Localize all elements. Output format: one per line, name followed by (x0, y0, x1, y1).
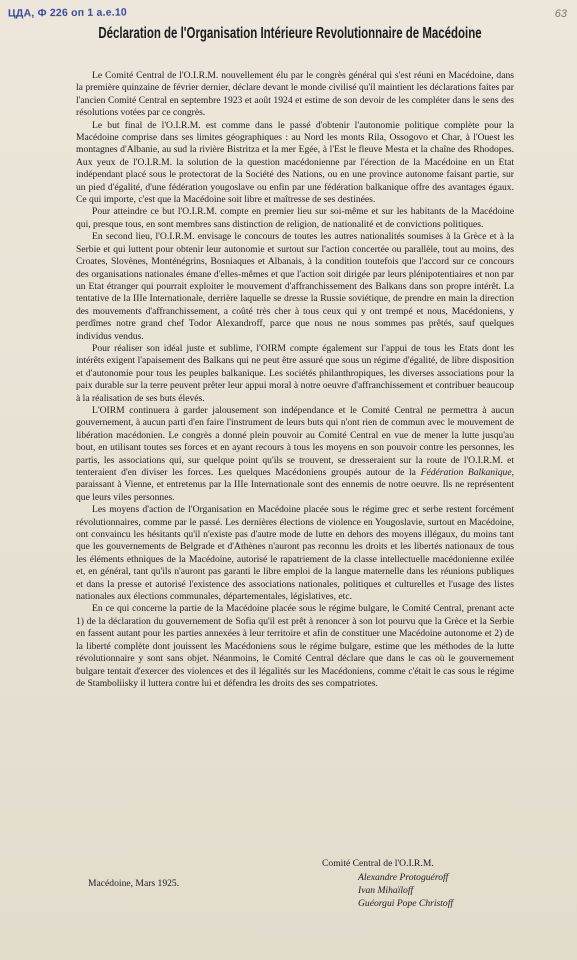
signature-1: Alexandre Protoguéroff (358, 872, 449, 883)
signature-block (76, 858, 514, 928)
document-body (76, 70, 514, 690)
paragraph-6-text: L'OIRM continuera à garder jalousement son indépendance et le Comité Central ne permettra à aucun gouvernement, à aucun parti d'en faire l'instrument de leurs buts qui n'ont rien de commun avec le mouvement de libération macédonien. Le congrès a donné plein pouvoir au Comité Central en vue de mener la lutte jusqu'au bout, en utilisant toutes ses forces et en ayant recours à tous les moyens en son pouvoir contre les personnes, les partis, les associations qui, sur quelque point qu'ils se trouvent, se dresseraient sur la route de l'O.I.R.M. et tenteraient d'en diviser les forces. Les quelques Macédoniens groupés autour de la (76, 404, 514, 478)
document-title: Déclaration de l'Organisation Intérieure Revolutionnaire de Macédoine (98, 25, 482, 42)
paragraph-1: Le Comité Central de l'O.I.R.M. nouvellement élu par le congrès général qui s'est réuni en Macédoine, dans la première quinzaine de février dernier, déclare devant le monde civilisé qu'il maintient les déclarations faites par l'ancien Comité Central en septembre 1923 et août 1924 et estime de son devoir de les compléter dans le sens des résolutions votées par ce congrès. (76, 70, 514, 119)
paragraph-6-tail: , paraissant à Vienne, et entretenus par la IIIe Internationale sont des ennemis de notre oeuvre. Ils ne représentent que leurs viles personnes. (76, 467, 514, 503)
paragraph-6 (76, 405, 514, 504)
signature-2: Ivan Mihaïloff (358, 885, 414, 896)
place-date: Macédoine, Mars 1925. (88, 878, 180, 889)
paragraph-4: En second lieu, l'O.I.R.M. envisage le concours de toutes les autres nationalités soumises à la Grèce et à la Serbie et qui luttent pour obtenir leur autonomie et surtout sur l'action concertée ou parallèle, tout au moins, des Croates, Slovènes, Monténégrins, Bosniaques et Albanais, à la condition toutefois que l'accord sur ce concours des organisations nationales émane d'elles-mêmes et que l'action soit dirigée par leurs plénipotentiaires et non par un Etat étranger qui pourrait exploiter le mouvement d'affranchissement des Balkans dans son propre intérêt. La tentative de la IIIe Internationale, derrière laquelle se dresse la Russie soviétique, de prendre en main la direction des mouvements d'affranchissement, a coûté très cher à tous ceux qui y ont trempé et nous, Macédoniens, y perdîmes notre grand chef Todor Alexandroff, parce que nous ne nous sommes pas prêtés, sauf quelques individus vendus. (76, 231, 514, 342)
committee-name: Comité Central de l'O.I.R.M. (322, 858, 434, 869)
federation-balkanique-term: Fédération Balkanique (420, 467, 512, 478)
signature-3: Guéorgui Pope Christoff (358, 898, 454, 909)
page-number: 63 (554, 8, 567, 20)
paragraph-8: En ce qui concerne la partie de la Macédoine placée sous le régime bulgare, le Comité Central, prenant acte 1) de la déclaration du gouvernement de Sofia qu'il est prêt à renoncer à son lot pourvu que la Grèce et la Serbie en fassent autant pour les parties annexées à leur territoire et afin de constituer une Macédoine autonome et 2) de la liberté complète dont jouissent les Macédoniens sous le régime bulgare, estime que les méthodes de la lutte révolutionnaire y sont sans objet. Néanmoins, le Comité Central déclare que dans le cas où le gouvernement bulgare tentait d'exercer des violences et des il légalités sur les Macédoniens, comme c'était le cas sous le régime de Stamboliisky il luttera contre lui et défendra les droits des ses compatriotes. (76, 603, 514, 689)
paragraph-7: Les moyens d'action de l'Organisation en Macédoine placée sous le régime grec et serbe restent forcément révolutionnaires, comme par le passé. Les dernières élections de violence en Yougoslavie, surtout en Macédoine, ont convaincu les hésitants qu'il n'existe pas d'autre mode de lutte en dehors des moyens illégaux, du moins tant que les gouvernements de Belgrade et d'Athènes n'auront pas reconnu les droits et les libertés nationaux de tous les éléments ethniques de la Macédoine, autorisé le rapatriement de la classe intellectuelle macédonienne exilée et, en général, tant qu'ils n'auront pas garanti le libre emploi de la langue maternelle dans les réunions publiques et dans la presse et autorisé l'existence des associations nationales, politiques et culturelles et l'usage des listes nationales aux élections communales, départementales, législatives, etc. (76, 504, 514, 603)
paragraph-2: Le but final de l'O.I.R.M. est comme dans le passé d'obtenir l'autonomie politique complète pour la Macédoine comprise dans ses limites géographiques : au Nord les monts Rila, Ossogovo et Char, à l'Ouest les montagnes d'Albanie, au sud la rivière Bistritza et la mer Egée, à l'Est le fleuve Mesta et la chaîne des Rhodopes. Aux yeux de l'O.I.R.M. la solution de la question macédonienne par l'érection de la Macédoine en un Etat indépendant placé sous le protectorat de la Société des Nations, ou en une province autonome faisant partie, sur un pied d'égalité, d'une fédération yougoslave ou enfin par une fédération balkanique offre des avantages égaux. Ce qui importe, c'est que la Macédoine soit libre et maîtresse de ses destinées. (76, 119, 514, 206)
paragraph-5: Pour réaliser son idéal juste et sublime, l'OIRM compte également sur l'appui de tous les Etats dont les intérêts exigent l'apaisement des Balkans qui ne peut être assuré que sous un régime d'égalité, de libre disposition et d'autonomie pour tous les peuples balkanique. Les sociétés philanthropiques, les diverses associations pour la paix durable sur la terre peuvent prêter leur appui moral à notre oeuvre d'affranchissement et contribuer beaucoup à la réalisation de ses buts élevés. (76, 342, 514, 404)
paragraph-3: Pour atteindre ce but l'O.I.R.M. compte en premier lieu sur soi-même et sur les habitants de la Macédoine qui, presque tous, en sont membres sans distinction de religion, de nationalité et de convictions politiques. (76, 206, 514, 230)
archive-stamp: ЦДА, Ф 226 оп 1 а.е.10 (7, 6, 127, 20)
